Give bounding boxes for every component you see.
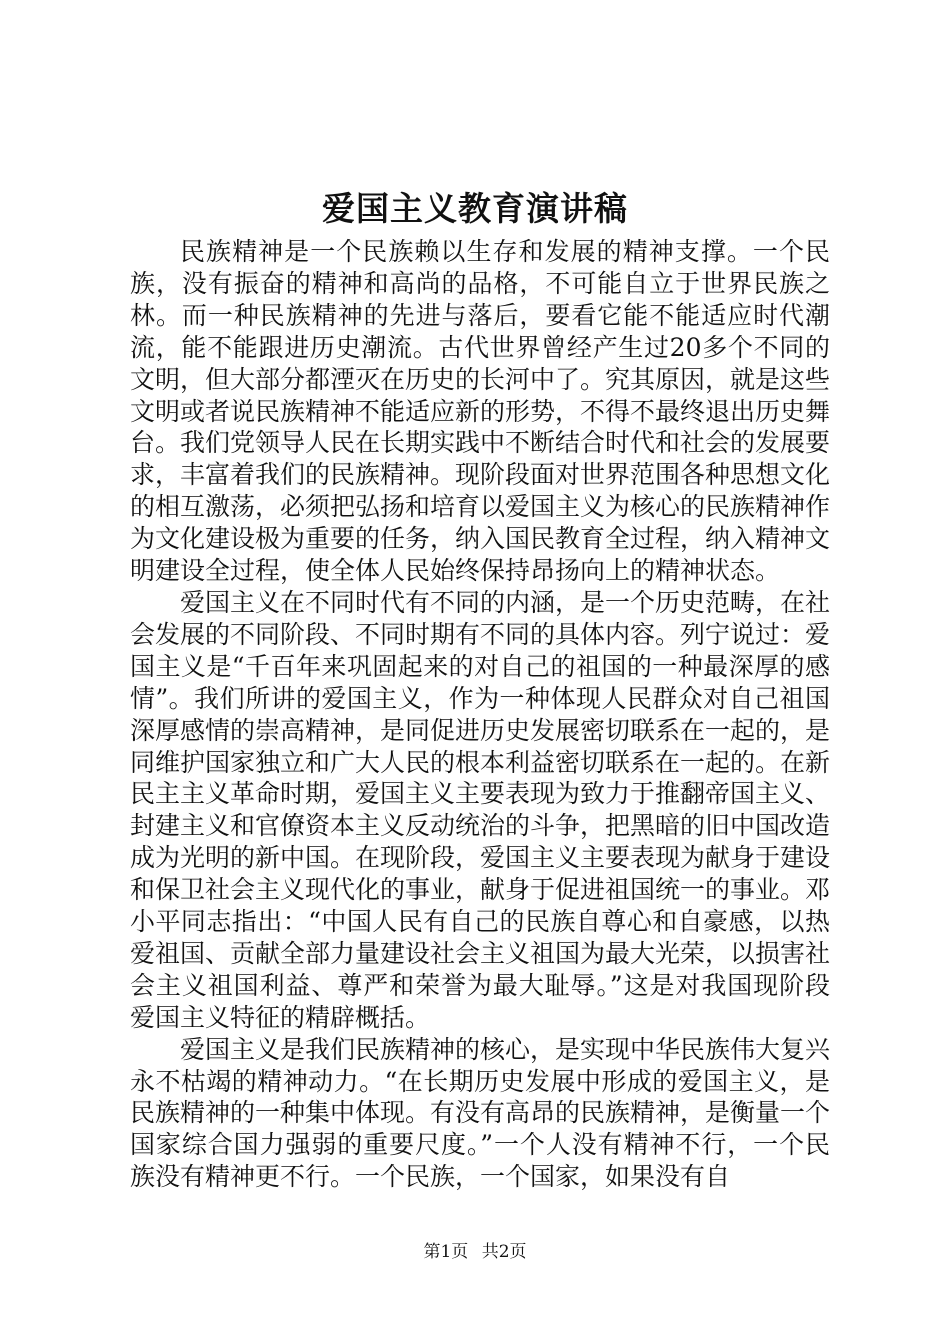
page-footer: [0, 1240, 950, 1264]
document-body: [130, 236, 830, 1193]
page-number: 第1页: [423, 1242, 469, 1262]
page-total: 共2页: [481, 1242, 527, 1262]
document-title: 爱国主义教育演讲稿: [322, 189, 628, 228]
paragraph-1: 民族精神是一个民族赖以生存和发展的精神支撑。一个民族，没有振奋的精神和高尚的品格，不可能自立于世界民族之林。而一种民族精神的先进与落后，要看它能不能适应时代潮流，能不能跟进历史潮流。古代世界曾经产生过20多个不同的文明，但大部分都湮灭在历史的长河中了。究其原因，就是这些文明或者说民族精神不能适应新的形势，不得不最终退出历史舞台。我们党领导人民在长期实践中不断结合时代和社会的发展要求，丰富着我们的民族精神。现阶段面对世界范围各种思想文化的相互激荡，必须把弘扬和培育以爱国主义为核心的民族精神作为文化建设极为重要的任务，纳入国民教育全过程，纳入精神文明建设全过程，使全体人民始终保持昂扬向上的精神状态。: [130, 237, 831, 586]
paragraph-3: 爱国主义是我们民族精神的核心，是实现中华民族伟大复兴永不枯竭的精神动力。“在长期历史发展中形成的爱国主义，是民族精神的一种集中体现。有没有高昂的民族精神，是衡量一个国家综合国力强弱的重要尺度。”一个人没有精神不行，一个民族没有精神更不行。一个民族，一个国家，如果没有自: [130, 1034, 831, 1192]
paragraph-2: 爱国主义在不同时代有不同的内涵，是一个历史范畴，在社会发展的不同阶段、不同时期有不同的具体内容。列宁说过：爱国主义是“千百年来巩固起来的对自己的祖国的一种最深厚的感情”。我们所讲的爱国主义，作为一种体现人民群众对自己祖国深厚感情的崇高精神，是同促进历史发展密切联系在一起的，是同维护国家独立和广大人民的根本利益密切联系在一起的。在新民主主义革命时期，爱国主义主要表现为致力于推翻帝国主义、封建主义和官僚资本主义反动统治的斗争，把黑暗的旧中国改造成为光明的新中国。在现阶段，爱国主义主要表现为献身于建设和保卫社会主义现代化的事业，献身于促进祖国统一的事业。邓小平同志指出：“中国人民有自己的民族自尊心和自豪感，以热爱祖国、贡献全部力量建设社会主义祖国为最大光荣，以损害社会主义祖国利益、尊严和荣誉为最大耻辱。”这是对我国现阶段爱国主义特征的精辟概括。: [130, 587, 831, 1032]
